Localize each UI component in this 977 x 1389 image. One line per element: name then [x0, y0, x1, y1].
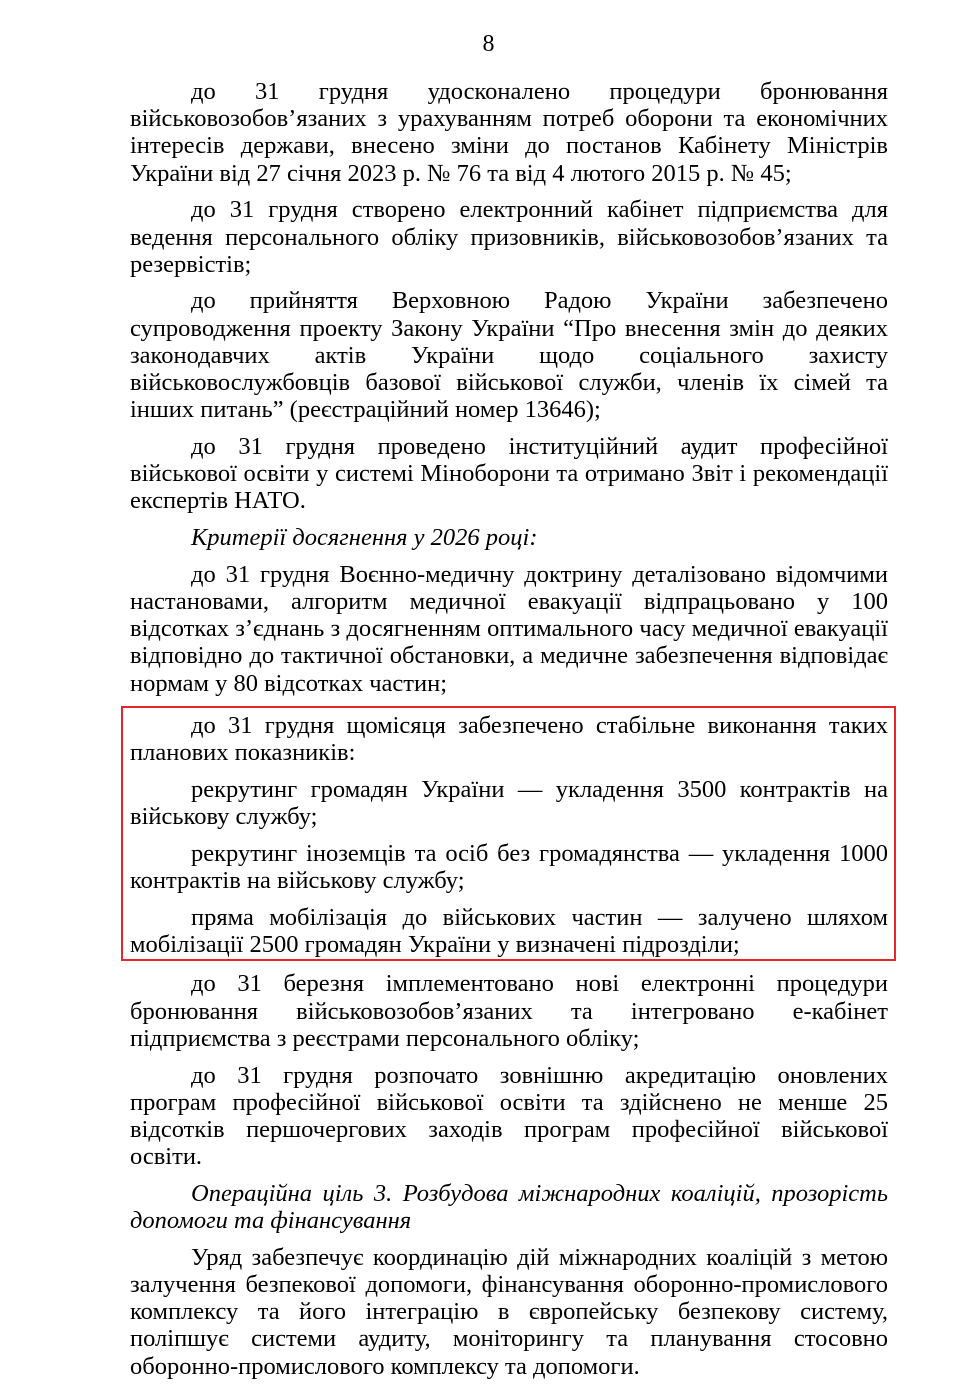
operational-goal-heading: Операційна ціль 3. Розбудова міжнародних коаліцій, прозорість допомоги та фінансування: [130, 1179, 888, 1235]
highlight-item-direct-mobilization: пряма мобілізація до військових частин — залучено шляхом мобілізації 2500 громадян України у визначені підрозділи;: [130, 903, 888, 959]
paragraph-reservation-procedures: до 31 грудня удосконалено процедури бронювання військовозобов’язаних з урахуванням потреб оборони та економічних інтересів держави, внесено зміни до постанов Кабінету Міністрів України від 27 січня 2023 р. № 76 та від 4 лютого 2015 р. № 45;: [130, 78, 888, 187]
paragraph-government-coordination: Уряд забезпечує координацію дій міжнародних коаліцій з метою залучення безпекової допомоги, фінансування оборонно-промислового комплексу та його інтеграцію в європейську безпекову систему, поліпшує системи аудиту, моніторингу та планування стосовно оборонно-промислового комплексу та допомоги.: [130, 1243, 888, 1380]
paragraph-medical-doctrine: до 31 грудня Воєнно-медичну доктрину деталізовано відомчими настановами, алгоритм медичної евакуації відпрацьовано у 100 відсотках з’єднань з досягненням оптимального часу медичної евакуації відповідно до тактичної обстановки, а медичне забезпечення відповідає нормам у 80 відсотках частин;: [130, 560, 888, 697]
criteria-heading: Критерії досягнення у 2026 році:: [191, 524, 538, 552]
paragraph-draft-law: до прийняття Верховною Радою України забезпечено супроводження проекту Закону України “Про внесення змін до деяких законодавчих актів України щодо соціального захисту військовослужбовців базової військової служби, членів їх сімей та інших питань” (реєстраційний номер 13646);: [130, 287, 888, 424]
highlight-intro: до 31 грудня щомісяця забезпечено стабільне виконання таких планових показників:: [130, 712, 888, 767]
highlighted-block: [121, 706, 896, 961]
page-number: 8: [482, 31, 495, 57]
paragraph-accreditation: до 31 грудня розпочато зовнішню акредитацію оновлених програм професійної військової освіти та здійснено не менше 25 відсотків першочергових заходів програм професійної військової освіти.: [130, 1061, 888, 1171]
paragraph-education-audit: до 31 грудня проведено інституційний аудит професійної військової освіти у системі Міноборони та отримано Звіт і рекомендації експертів НАТО.: [130, 432, 888, 515]
highlight-item-recruiting-foreigners: рекрутинг іноземців та осіб без громадянства — укладення 1000 контрактів на військову службу;: [130, 840, 888, 895]
highlight-item-recruiting-citizens: рекрутинг громадян України — укладення 3500 контрактів на військову службу;: [130, 776, 888, 831]
paragraph-electronic-procedures: до 31 березня імплементовано нові електронні процедури бронювання військовозобов’язаних та інтегровано е-кабінет підприємства з реєстрами персонального обліку;: [130, 970, 888, 1052]
document-body: [130, 78, 888, 1389]
paragraph-enterprise-cabinet: до 31 грудня створено електронний кабінет підприємства для ведення персонального обліку призовників, військовозобов’язаних та резервістів;: [130, 196, 888, 278]
